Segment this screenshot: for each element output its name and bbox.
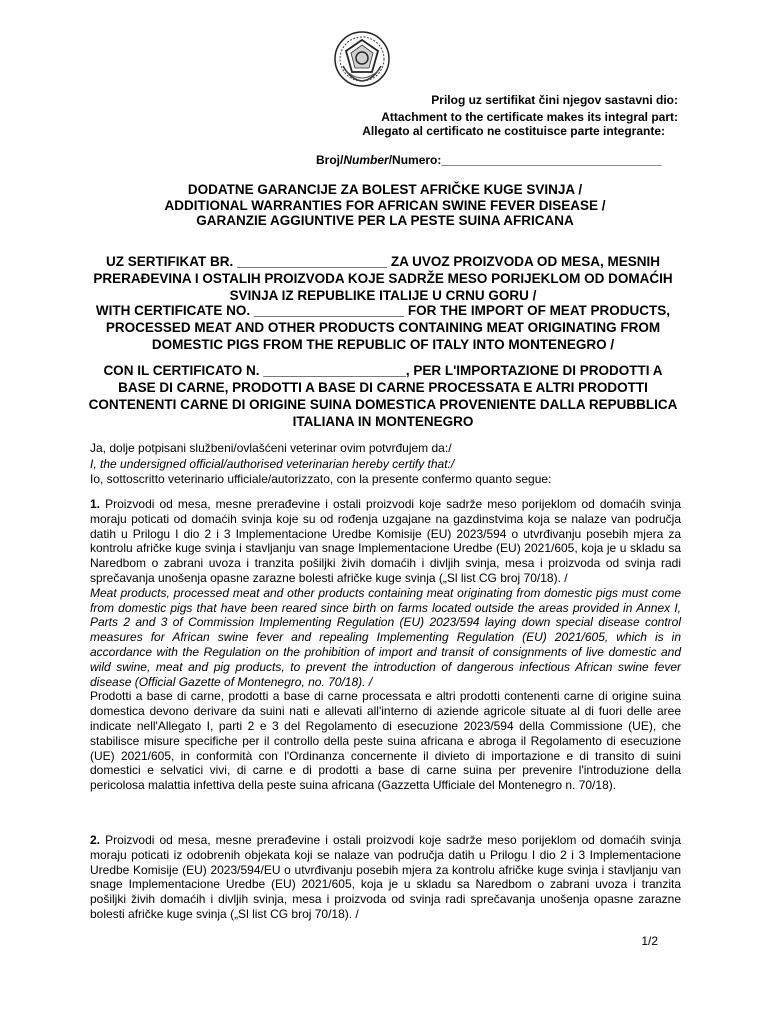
paragraph-2-hr: Proizvodi od mesa, mesne prerađevine i ostali proizvodi koje sadrže meso porijeklom od domaćih svinja moraju poticati iz odobrenih objekata koji se nalaze van područja datih u Prilogu I dio 2 i 3 Implementacione Uredbe Komisije (EU) 2023/594/EU o utvrđivanju posebih mjera za kontrolu afričke kuge svinja i stavljanju van snage Implementacione Uredbe (EU) 2021/605, koja je u skladu sa Naredbom o zabrani uvoza i tranzita pošiljki živih domaćih i divljih svinja, mesa i proizvoda od svinja radi sprečavanja unošenja opasne zarazne bolesti afričke kuge svinja („Sl list CG broj 70/18). /: [90, 833, 681, 921]
paragraph-1-it: Prodotti a base di carne, prodotti a base di carne processata e altri prodotti contenenti carne di origine suina domestica devono derivare da suini nati e allevati all'interno di aziende agricole situate al di fuori delle aree indicate nell'Allegato I, parti 2 e 3 del Regolamento di esecuzione 2023/594 della Commissione (UE), che stabilisce misure specifiche per il controllo della peste suina africana e abroga il Regolamento di esecuzione (UE) 2021/605, in conformità con l'Ordinanza concernente il divieto di importazione e di transito di suini domestici e selvatici vivi, di carne e di prodotti a base di carne suina per prevenire l'introduzione della pericolosa malattia infettiva della peste suina africana (Gazzetta Ufficiale del Montenegro n. 70/18).: [90, 689, 681, 793]
title-it: GARANZIE AGGIUNTIVE PER LA PESTE SUINA AFRICANA: [196, 213, 574, 228]
paragraph-1: [90, 497, 681, 793]
page-number: 1/2: [641, 934, 658, 948]
number-label-it: /Numero:_________________________________: [388, 153, 662, 167]
coat-of-arms-emblem: [333, 30, 391, 88]
veterinarian-statement: [90, 441, 551, 488]
document-number-line: [316, 153, 662, 167]
certificate-heading-en: WITH CERTIFICATE NO. ____________________ FOR THE IMPORT OF MEAT PRODUCTS, PROCESSED MEAT AND OTHER PRODUCTS CONTAINING MEAT ORIGINATING FROM DOMESTIC PIGS FROM THE REPUBLIC OF ITALY INTO MONTENEGRO /: [95, 303, 671, 352]
statement-it: Io, sottoscritto veterinario ufficiale/autorizzato, con la presente confermo quanto segue:: [90, 472, 552, 486]
number-label-en: Number: [343, 153, 389, 167]
attachment-note-en: Attachment to the certificate makes its integral part:: [381, 110, 678, 124]
number-label-hr: Broj/: [316, 153, 344, 167]
statement-en: I, the undersigned official/authorised veterinarian hereby certify that:/: [90, 456, 455, 471]
title-en: ADDITIONAL WARRANTIES FOR AFRICAN SWINE FEVER DISEASE /: [164, 198, 606, 213]
paragraph-2-number: 2.: [90, 833, 101, 847]
paragraph-1-en: Meat products, processed meat and other products containing meat originating from domestic pigs must come from domestic pigs that have been reared since birth on farms located outside the areas provided in Annex I, Parts 2 and 3 of Commission Implementing Regulation (EU) 2023/594 laying down special disease control measures for African swine fever and repealing Implementing Regulation (EU) 2021/605, which is in accordance with the Regulation on the prohibition of import and transit of consignments of live domestic and wild swine, meat and pig products, to prevent the introduction of dangerous infectious African swine fever disease (Official Gazette of Montenegro, no. 70/18). /: [90, 585, 681, 689]
attachment-note-it: Allegato al certificato ne costituisce parte integrante:: [362, 124, 665, 138]
paragraph-1-number: 1.: [90, 497, 101, 511]
certificate-heading-it: CON IL CERTIFICATO N. ___________________, PER L'IMPORTAZIONE DI PRODOTTI A BASE DI CARNE, PRODOTTI A BASE DI CARNE PROCESSATA E ALTRI PRODOTTI CONTENENTI CARNE DI ORIGINE SUINA DOMESTICA PROVENIENTE DALLA REPUBBLICA ITALIANA IN MONTENEGRO: [88, 363, 678, 429]
attachment-note-hr: Prilog uz sertifikat čini njegov sastavni dio:: [431, 93, 678, 107]
paragraph-1-hr: Proizvodi od mesa, mesne prerađevine i ostali proizvodi koje sadrže meso porijeklom od domaćih svinja moraju poticati od domaćih svinja koje su od rođenja uzgajane na gazdinstvima koja se nalaze van područja datih u Prilogu I dio 2 i 3 Implementacione Uredbe Komisije (EU) 2023/594 o utvrđivanju posebih mjera za kontrolu afričke kuge svinja i stavljanju van snage Implementacione Uredbe (EU) 2021/605, koja je u skladu sa Naredbom o zabrani uvoza i tranzita pošiljki živih domaćih i divljih svinja, mesa i proizvoda od svinja radi sprečavanja unošenja opasne zarazne bolesti afričke kuge svinja („Sl list CG broj 70/18). /: [90, 497, 681, 585]
title-hr: DODATNE GARANCIJE ZA BOLEST AFRIČKE KUGE SVINJA /: [187, 182, 583, 197]
certificate-heading-hr: UZ SERTIFIKAT BR. ____________________ ZA UVOZ PROIZVODA OD MESA, MESNIH PRERAĐEVINA I OSTALIH PROIZVODA KOJE SADRŽE MESO PORIJEKLOM OD DOMAĆIH SVINJA IZ REPUBLIKE ITALIJE U CRNU GORU /: [93, 254, 673, 303]
statement-hr: Ja, dolje potpisani službeni/ovlašćeni veterinar ovim potvrđujem da:/: [90, 441, 452, 455]
paragraph-2: [90, 833, 681, 922]
